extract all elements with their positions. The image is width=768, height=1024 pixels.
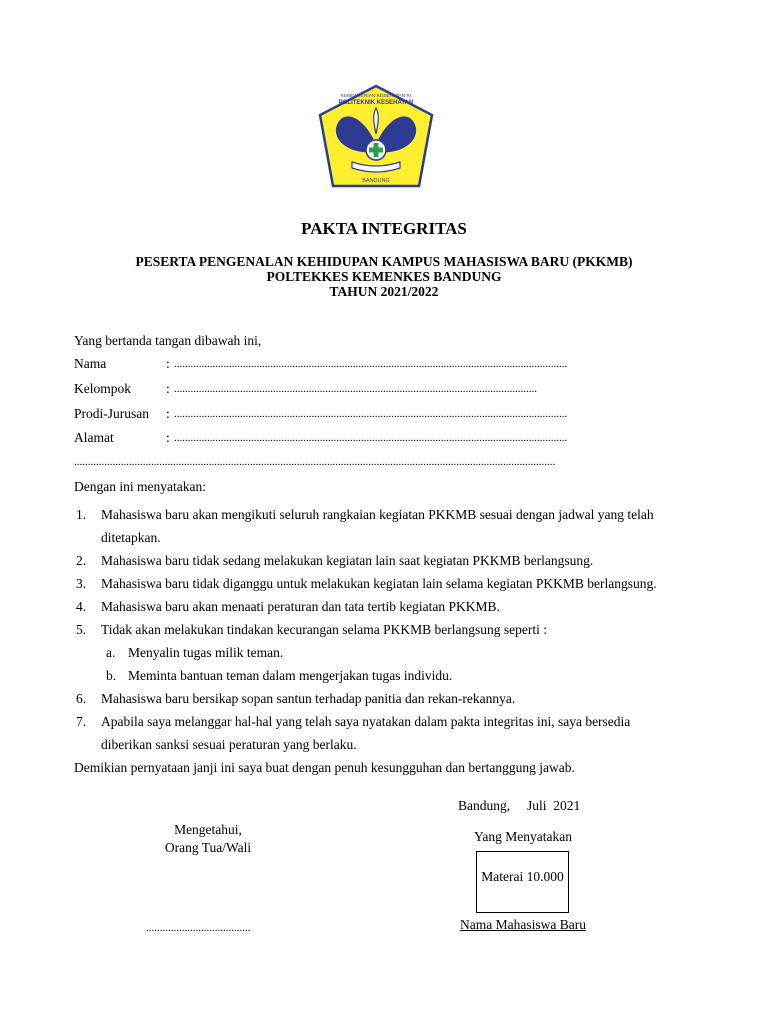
item-7-line-1: Apabila saya melanggar hal-hal yang telah saya nyatakan dalam pakta integritas ini, saya bersedia <box>101 714 631 729</box>
field-label-kelompok: Kelompok <box>74 381 131 396</box>
acknowledged-label: Mengetahui, <box>174 822 242 837</box>
field-label-nama: Nama <box>74 356 107 371</box>
item-number: 1. <box>76 507 87 522</box>
closing-statement: Demikian pernyataan janji ini saya buat dengan penuh kesungguhan dan bertanggung jawab. <box>74 760 575 775</box>
item-1-line-2: ditetapkan. <box>101 530 161 545</box>
item-6-text: Mahasiswa baru bersikap sopan santun terhadap panitia dan rekan-rekannya. <box>101 691 516 706</box>
intro-text: Yang bertanda tangan dibawah ini, <box>74 333 262 348</box>
field-label-prodi: Prodi-Jurusan <box>74 406 149 421</box>
poltekkes-logo <box>316 82 436 190</box>
document-title: PAKTA INTEGRITAS <box>301 219 467 238</box>
sub-item-a-text: Menyalin tugas milik teman. <box>128 645 284 660</box>
item-5-text: Tidak akan melakukan tindakan kecurangan selama PKKMB berlangsung seperti : <box>101 622 548 637</box>
subtitle-line-2: POLTEKKES KEMENKES BANDUNG <box>266 269 502 284</box>
logo-name-text: POLITEKNIK KESEHATAN <box>338 100 414 106</box>
item-number: 7. <box>76 714 87 729</box>
stamp-duty-label: Materai 10.000 <box>481 869 564 884</box>
sub-item-b-text: Meminta bantuan teman dalam mengerjakan tugas individu. <box>128 668 453 683</box>
field-dots-prodi[interactable]: ............................................................................................................................................... <box>174 408 568 420</box>
item-2-text: Mahasiswa baru tidak sedang melakukan kegiatan lain saat kegiatan PKKMB berlangsung. <box>101 553 594 568</box>
place-date: Bandung, Juli 2021 <box>458 798 581 813</box>
sub-item-letter: a. <box>106 645 116 660</box>
field-colon: : <box>166 356 170 371</box>
subtitle-line-1: PESERTA PENGENALAN KEHIDUPAN KAMPUS MAHASISWA BARU (PKKMB) <box>135 254 633 269</box>
logo-city-text: BANDUNG <box>362 178 390 184</box>
sub-item-letter: b. <box>106 668 117 683</box>
item-number: 4. <box>76 599 87 614</box>
item-number: 6. <box>76 691 87 706</box>
student-name-label: Nama Mahasiswa Baru <box>460 917 586 932</box>
field-colon: : <box>166 430 170 445</box>
item-4-text: Mahasiswa baru akan menaati peraturan dan tata tertib kegiatan PKKMB. <box>101 599 500 614</box>
item-number: 2. <box>76 553 87 568</box>
item-1-line-1: Mahasiswa baru akan mengikuti seluruh rangkaian kegiatan PKKMB sesuai dengan jadwal yang telah <box>101 507 654 522</box>
address-continuation-dots[interactable]: ............................................................................................................................................................................... <box>74 456 556 468</box>
item-number: 3. <box>76 576 87 591</box>
field-dots-nama[interactable]: ............................................................................................................................................... <box>174 358 568 370</box>
field-label-alamat: Alamat <box>74 430 114 445</box>
field-dots-kelompok[interactable]: .................................................................................................................................... <box>174 383 537 395</box>
field-colon: : <box>166 406 170 421</box>
field-colon: : <box>166 381 170 396</box>
subtitle-line-3: TAHUN 2021/2022 <box>329 284 439 299</box>
logo-arc-text: KEMENTERIAN KESEHATAN RI <box>340 94 412 99</box>
item-7-line-2: diberikan sanksi sesuai peraturan yang berlaku. <box>101 737 357 752</box>
parent-guardian-label: Orang Tua/Wali <box>164 840 252 855</box>
parent-signature-line[interactable]: ...................................... <box>146 922 251 934</box>
declaration-intro: Dengan ini menyatakan: <box>74 479 206 494</box>
field-dots-alamat[interactable]: ............................................................................................................................................... <box>174 432 568 444</box>
declarant-label: Yang Menyatakan <box>474 829 572 844</box>
item-number: 5. <box>76 622 87 637</box>
item-3-text: Mahasiswa baru tidak diganggu untuk melakukan kegiatan lain selama kegiatan PKKMB berlangsung. <box>101 576 657 591</box>
